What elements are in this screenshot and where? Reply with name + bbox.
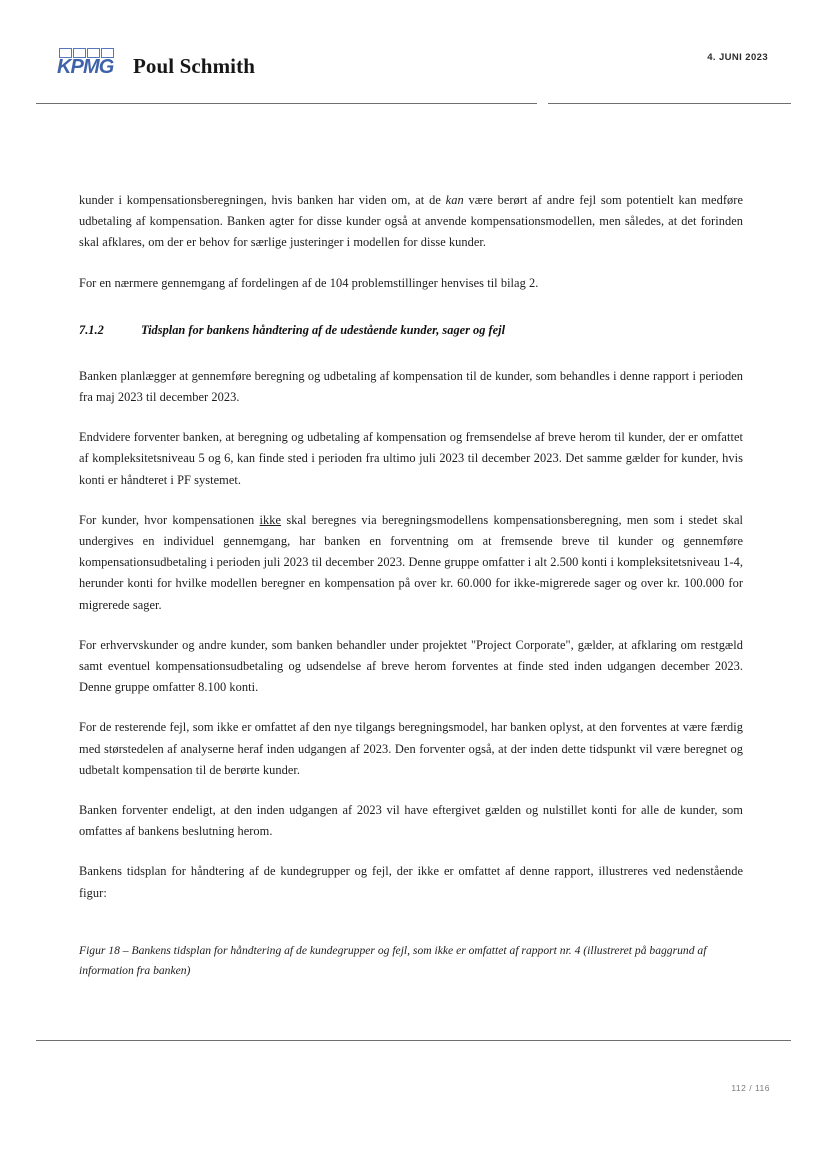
brand-block [57,48,255,79]
header-rule-right [548,103,791,104]
section-title: Tidsplan for bankens håndtering af de udestående kunder, sager og fejl [141,322,506,337]
header-rule-left [36,103,537,104]
paragraph-debt-forgiveness: Banken forventer endeligt, at den inden udgangen af 2023 vil have eftergivet gælden og nulstillet konti for alle de kunder, som omfattes af bankens beslutning herom. [79,803,743,839]
paragraph-text-part: For kunder, hvor kompensationen [79,512,260,527]
page-number: 112 / 116 [731,1083,770,1093]
figure-caption: Figur 18 – Bankens tidsplan for håndtering af de kundegrupper og fejl, som ikke er omfattet af rapport nr. 4 (illustreret på baggrund af information fra banken) [79,943,707,978]
paragraph-individual-review [79,510,743,616]
paragraph-project-corporate: For erhvervskunder og andre kunder, som banken behandler under projektet "Project Corporate", gælder, at afklaring om restgæld samt eventuel kompensationsudbetaling og udsendelse af breve herom forventes at finde sted inden udgangen december 2023. Denne gruppe omfatter 8.100 konti. [79,637,743,695]
document-date: 4. JUNI 2023 [707,52,768,63]
paragraph-timeline-plan: Banken planlægger at gennemføre beregning og udbetaling af kompensation til de kunder, som behandles i denne rapport i perioden fra maj 2023 til december 2023. [79,368,743,405]
paragraph-complexity-5-6: Endvidere forventer banken, at beregning og udbetaling af kompensation og fremsendelse af breve herom til kunder, der er omfattet af kompleksitetsniveau 5 og 6, kan finde sted i perioden fra ultimo juli 2023 til december 2023. Det samme gælder for kunder, hvis konti er håndteret i PF systemet. [79,430,743,487]
firm-name: Poul Schmith [133,54,255,78]
section-number: 7.1.2 [79,322,104,337]
paragraph-reference-bilag: For en nærmere gennemgang af fordelingen af de 104 problemstillinger henvises til bilag 2. [79,275,539,290]
kpmg-logo-icon [57,48,119,79]
page-header [0,0,827,110]
paragraph-text-part: kunder i kompensationsberegningen, hvis banken har viden om, at de [79,193,446,207]
paragraph-figure-intro: Bankens tidsplan for håndtering af de kundegrupper og fejl, der ikke er omfattet af denne rapport, illustreres ved nedenstående figur: [79,864,743,900]
emphasis-kan: kan [445,193,464,207]
footer-rule [36,1040,791,1041]
paragraph-remaining-errors: For de resterende fejl, som ikke er omfattet af den nye tilgangs beregningsmodel, har banken oplyst, at den forventes at være færdig med størstedelen af analyserne heraf inden udgangen af 2023. Den forventer også, at der inden dette tidspunkt vil være beregnet og udbetalt kompensation til de berørte kunder. [79,720,743,777]
kpmg-wordmark: KPMG [57,56,114,78]
section-heading [79,320,743,341]
paragraph-continuation [79,190,743,254]
caption-spacer [79,923,743,941]
document-body [79,190,743,982]
paragraph-text-part: være berørt af andre fejl som potentielt kan medføre udbetaling af kompensation. Banken agter for disse kunder også at anvende kompensationsmodellen, men således, at det forinden skal afklares, om der er behov for særlige justeringer i modellen for disse kunder. [79,193,744,250]
paragraph-text-part: skal beregnes via beregningsmodellens kompensationsberegning, men som i stedet skal undergives en individuel gennemgang, har banken en forventning om at fremsende breve til kunder og gennemføre kompensationsudbetaling i perioden juli 2023 til december 2023. Denne gruppe omfatter i alt 2.500 konti i kompleksitetsniveau 1-4, herunder konti for hvilke modellen beregner en kompensation på over kr. 60.000 for ikke-migrerede sager og over kr. 100.000 for migrerede sager. [79,512,743,612]
underline-ikke: ikke [259,512,282,527]
